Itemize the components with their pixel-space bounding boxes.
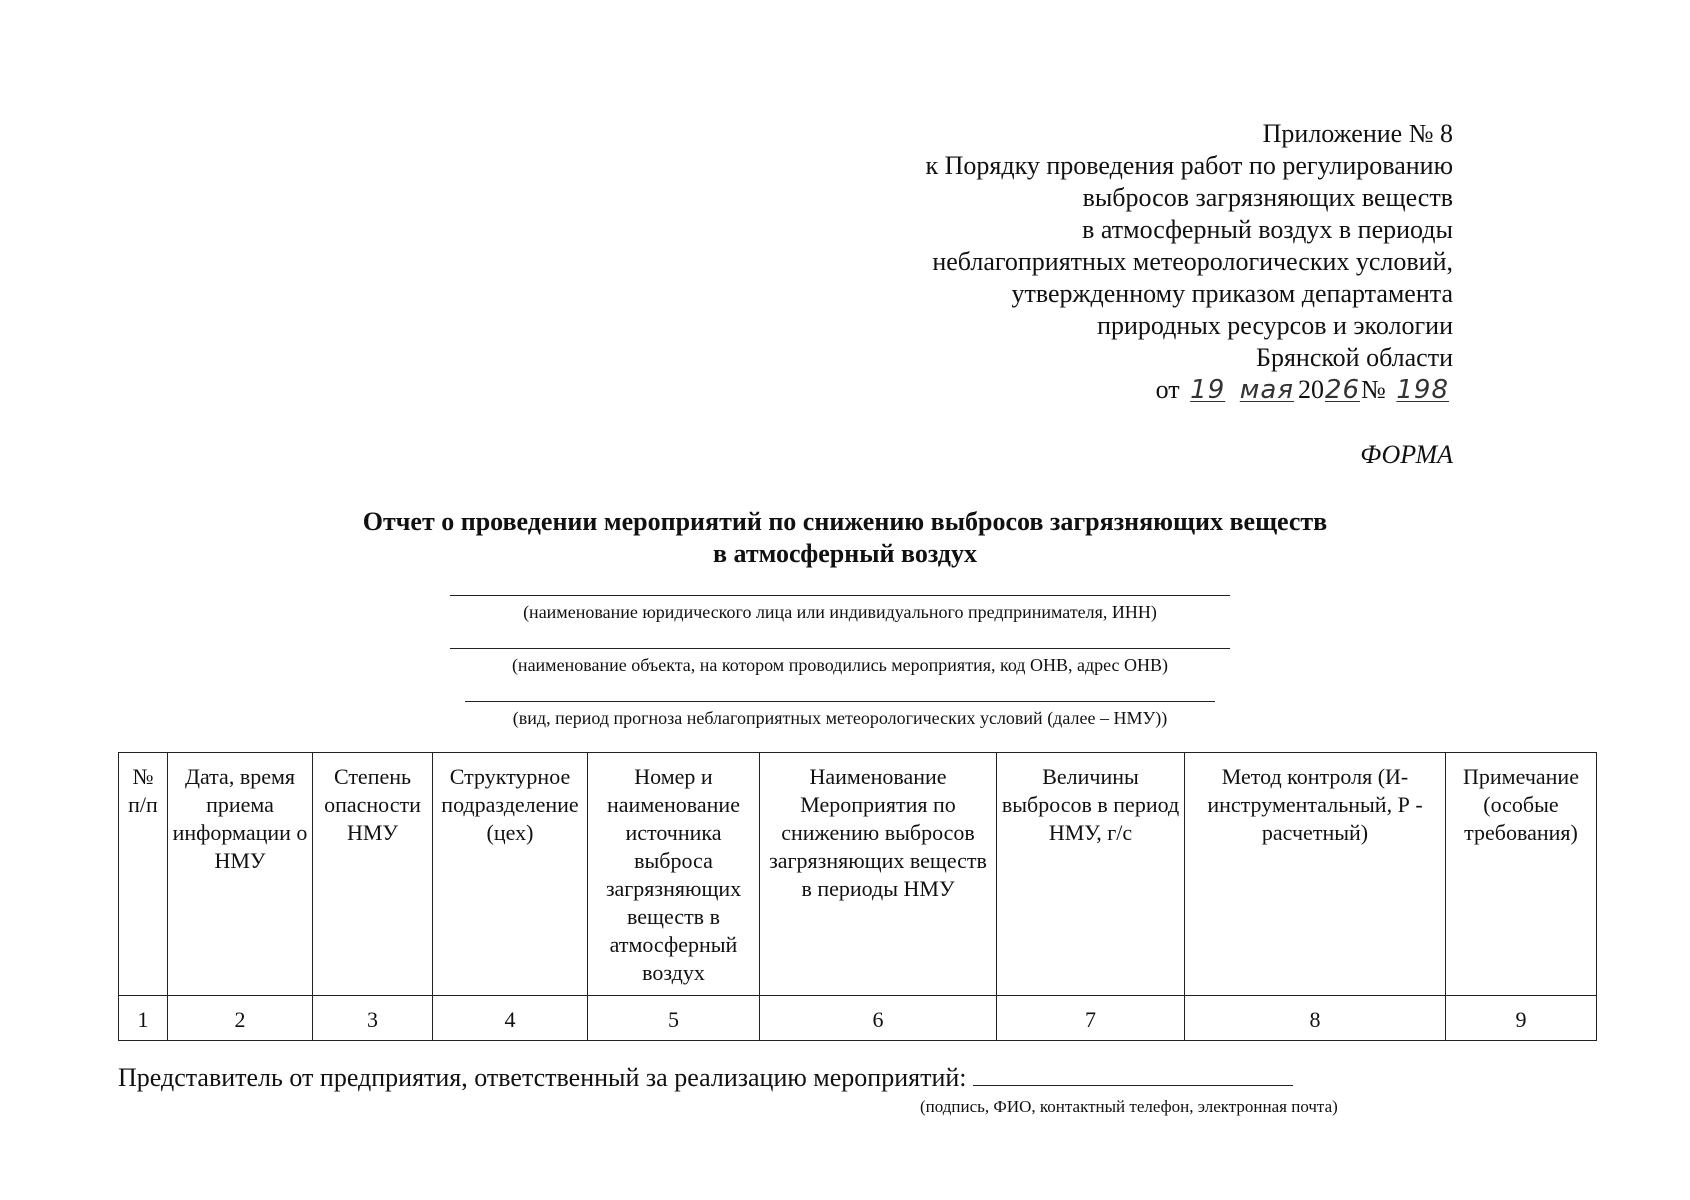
appendix-line: природных ресурсов и экологии [1097, 311, 1453, 340]
appendix-block [925, 118, 1453, 406]
handwritten-year-suffix: 26 [1324, 375, 1361, 405]
column-number-cell: 7 [997, 996, 1185, 1041]
table-row [119, 996, 1597, 1041]
title-line-1: Отчет о проведении мероприятий по снижению выбросов загрязняющих веществ [362, 507, 1328, 536]
appendix-line: выбросов загрязняющих веществ [1082, 183, 1453, 212]
handwritten-month: мая [1239, 375, 1294, 405]
field-line [450, 648, 1230, 649]
signature-text: Представитель от предприятия, ответственный за реализацию мероприятий: [118, 1063, 967, 1092]
col-header-control-method: Метод контроля (И- инструментальный, Р - расчетный) [1185, 753, 1446, 996]
col-header-emission-values: Величины выбросов в период НМУ, г/с [997, 753, 1185, 996]
column-number-cell: 2 [168, 996, 313, 1041]
field-nmu-period [440, 701, 1240, 729]
field-line [450, 595, 1230, 596]
signature-line [118, 1063, 1293, 1093]
col-header-emission-source: Номер и наименование источника выброса загрязняющих веществ в атмосферный воздух [588, 753, 760, 996]
column-number-cell: 3 [313, 996, 433, 1041]
field-line [465, 701, 1215, 702]
col-header-note: Примечание (особые требования) [1446, 753, 1597, 996]
field-caption: (вид, период прогноза неблагоприятных метеорологических условий (далее – НМУ)) [512, 708, 1168, 728]
appendix-line: утвержденному приказом департамента [1011, 279, 1453, 308]
handwritten-day: 19 [1190, 375, 1226, 405]
handwritten-order-number: 198 [1396, 375, 1449, 405]
date-year-prefix: 20 [1297, 375, 1324, 404]
field-caption: (наименование юридического лица или индивидуального предпринимателя, ИНН) [523, 602, 1157, 622]
column-number-cell: 1 [119, 996, 168, 1041]
appendix-line: в атмосферный воздух в периоды [1082, 215, 1453, 244]
col-header-measure-name: Наименование Мероприятия по снижению выбросов загрязняющих веществ в периоды НМУ [760, 753, 997, 996]
table-header-row [119, 753, 1597, 996]
column-number-cell: 8 [1185, 996, 1446, 1041]
approval-date-line [925, 374, 1453, 406]
column-number-cell: 6 [760, 996, 997, 1041]
col-header-number: № п/п [119, 753, 168, 996]
appendix-line: неблагоприятных метеорологических условий, [932, 247, 1453, 276]
date-prefix: от [1155, 375, 1180, 404]
signature-blank [973, 1063, 1293, 1086]
field-legal-entity [440, 595, 1240, 623]
form-label: ФОРМА [1360, 440, 1453, 469]
field-caption: (наименование объекта, на котором проводились мероприятия, код ОНВ, адрес ОНВ) [511, 655, 1169, 675]
column-number-cell: 4 [433, 996, 588, 1041]
document-title [0, 506, 1690, 570]
number-prefix: № [1361, 375, 1386, 404]
signature-caption: (подпись, ФИО, контактный телефон, электронная почта) [920, 1097, 1338, 1116]
report-table [118, 752, 1597, 1041]
col-header-date-time: Дата, время приема информации о НМУ [168, 753, 313, 996]
col-header-department: Структурное подразделение (цех) [433, 753, 588, 996]
appendix-line: к Порядку проведения работ по регулированию [925, 151, 1453, 180]
column-number-cell: 9 [1446, 996, 1597, 1041]
title-line-2: в атмосферный воздух [713, 539, 977, 568]
appendix-line: Приложение № 8 [1262, 119, 1453, 148]
column-number-cell: 5 [588, 996, 760, 1041]
col-header-danger-level: Степень опасности НМУ [313, 753, 433, 996]
field-object [440, 648, 1240, 676]
appendix-line: Брянской области [1256, 343, 1453, 372]
